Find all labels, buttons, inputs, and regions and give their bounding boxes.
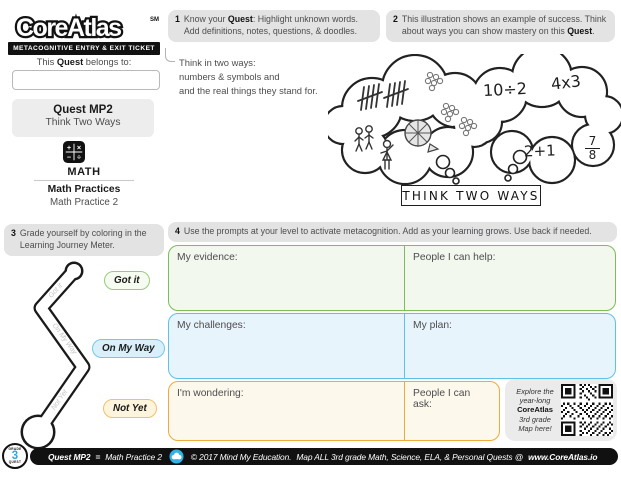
expression-addition: 2+1 xyxy=(523,141,556,161)
qr-map-panel xyxy=(505,379,617,441)
svg-text:×: × xyxy=(76,143,82,153)
challenges-label: My challenges: xyxy=(177,320,246,331)
step-2-instructions: 2 This illustration shows an example of success. Think about ways you can show mastery on this Quest. xyxy=(386,10,615,42)
plan-field[interactable] xyxy=(404,314,615,378)
step-3-instructions: 3 Grade yourself by coloring in the Learning Journey Meter. xyxy=(4,224,164,256)
meter-track-top-label: Got it xyxy=(47,282,65,300)
quest-id: Quest MP2 xyxy=(53,104,113,116)
hint-note: Think in two ways: numbers & symbols and and the real things they stand for. xyxy=(179,57,318,97)
people-help-label: People I can help: xyxy=(413,252,496,263)
svg-text:÷: ÷ xyxy=(77,152,82,162)
belongs-label: This Quest belongs to: xyxy=(36,57,132,67)
step-4-instructions: 4 Use the prompts at your level to activate metacognition. Add as your learning grows. Use back if needed. xyxy=(168,222,617,242)
got-it-prompts-box xyxy=(168,245,616,311)
brain-cloud-icon xyxy=(169,449,184,464)
not-yet-prompts-box xyxy=(168,381,500,441)
qr-code xyxy=(561,384,613,436)
illustration-caption: THINK TWO WAYS xyxy=(401,185,541,206)
meter-track-bottom-label: Not Yet xyxy=(50,388,70,412)
logo-trademark: SM xyxy=(150,17,159,23)
svg-text:+: + xyxy=(66,143,72,153)
strand-label: Math Practices xyxy=(47,184,121,195)
footer-quest-name: Math Practice 2 xyxy=(105,451,162,462)
footer-tagline: Map ALL 3rd grade Math, Science, ELA, & Personal Quests @ xyxy=(296,451,524,462)
meter-track-mid-label: On My Way xyxy=(50,322,78,356)
expression-fraction: $\frac{7}{8}$ xyxy=(585,135,600,161)
practice-label: Math Practice 2 xyxy=(49,197,119,208)
evidence-field[interactable] xyxy=(169,246,404,310)
qr-caption: Explore the year-long CoreAtlas 3rd grade Map here! xyxy=(509,387,561,433)
level-label-got-it: Got it xyxy=(104,271,150,290)
people-ask-label: People I can ask: xyxy=(413,388,471,410)
footer-site: www.CoreAtlas.io xyxy=(528,451,598,462)
wondering-label: I'm wondering: xyxy=(177,388,244,399)
expression-multiplication: 4x3 xyxy=(549,71,582,94)
quest-title: Think Two Ways xyxy=(45,117,121,128)
plan-label: My plan: xyxy=(413,320,452,331)
svg-text:−: − xyxy=(66,152,72,162)
student-name-input[interactable] xyxy=(12,70,160,90)
step-1-instructions: 1 Know your Quest: Highlight unknown words. Add definitions, notes, questions, & doodles. xyxy=(168,10,380,42)
expression-division: 10÷2 xyxy=(482,78,528,101)
people-help-field[interactable] xyxy=(404,246,615,310)
subject-label: MATH xyxy=(67,166,101,178)
hint-connector-line xyxy=(165,48,175,62)
quest-id-card xyxy=(12,99,154,137)
challenges-field[interactable] xyxy=(169,314,404,378)
footer-quest-id: Quest MP2 xyxy=(48,451,91,462)
wondering-field[interactable] xyxy=(169,382,404,440)
divider xyxy=(34,180,134,181)
grade-3-badge: GRADE 3 QUEST xyxy=(2,443,28,469)
evidence-label: My evidence: xyxy=(177,252,238,263)
logo-text: CoreAtlas xyxy=(16,14,121,42)
people-ask-field[interactable] xyxy=(404,382,499,440)
footer-bar: Quest MP2 = Math Practice 2 © 2017 Mind My Education. Map ALL 3rd grade Math, Science, ELA, & Personal Quests @ www.CoreAtlas.io xyxy=(30,448,618,465)
qr-brand: CoreAtlas xyxy=(517,405,553,415)
level-label-on-my-way: On My Way xyxy=(92,339,165,358)
level-label-not-yet: Not Yet xyxy=(103,399,157,418)
banner-title: METACOGNITIVE ENTRY & EXIT TICKET xyxy=(8,42,160,55)
math-operations-icon xyxy=(63,141,85,163)
on-my-way-prompts-box xyxy=(168,313,616,379)
footer-copyright: © 2017 Mind My Education. xyxy=(190,451,292,462)
coreatlas-logo xyxy=(12,8,162,44)
